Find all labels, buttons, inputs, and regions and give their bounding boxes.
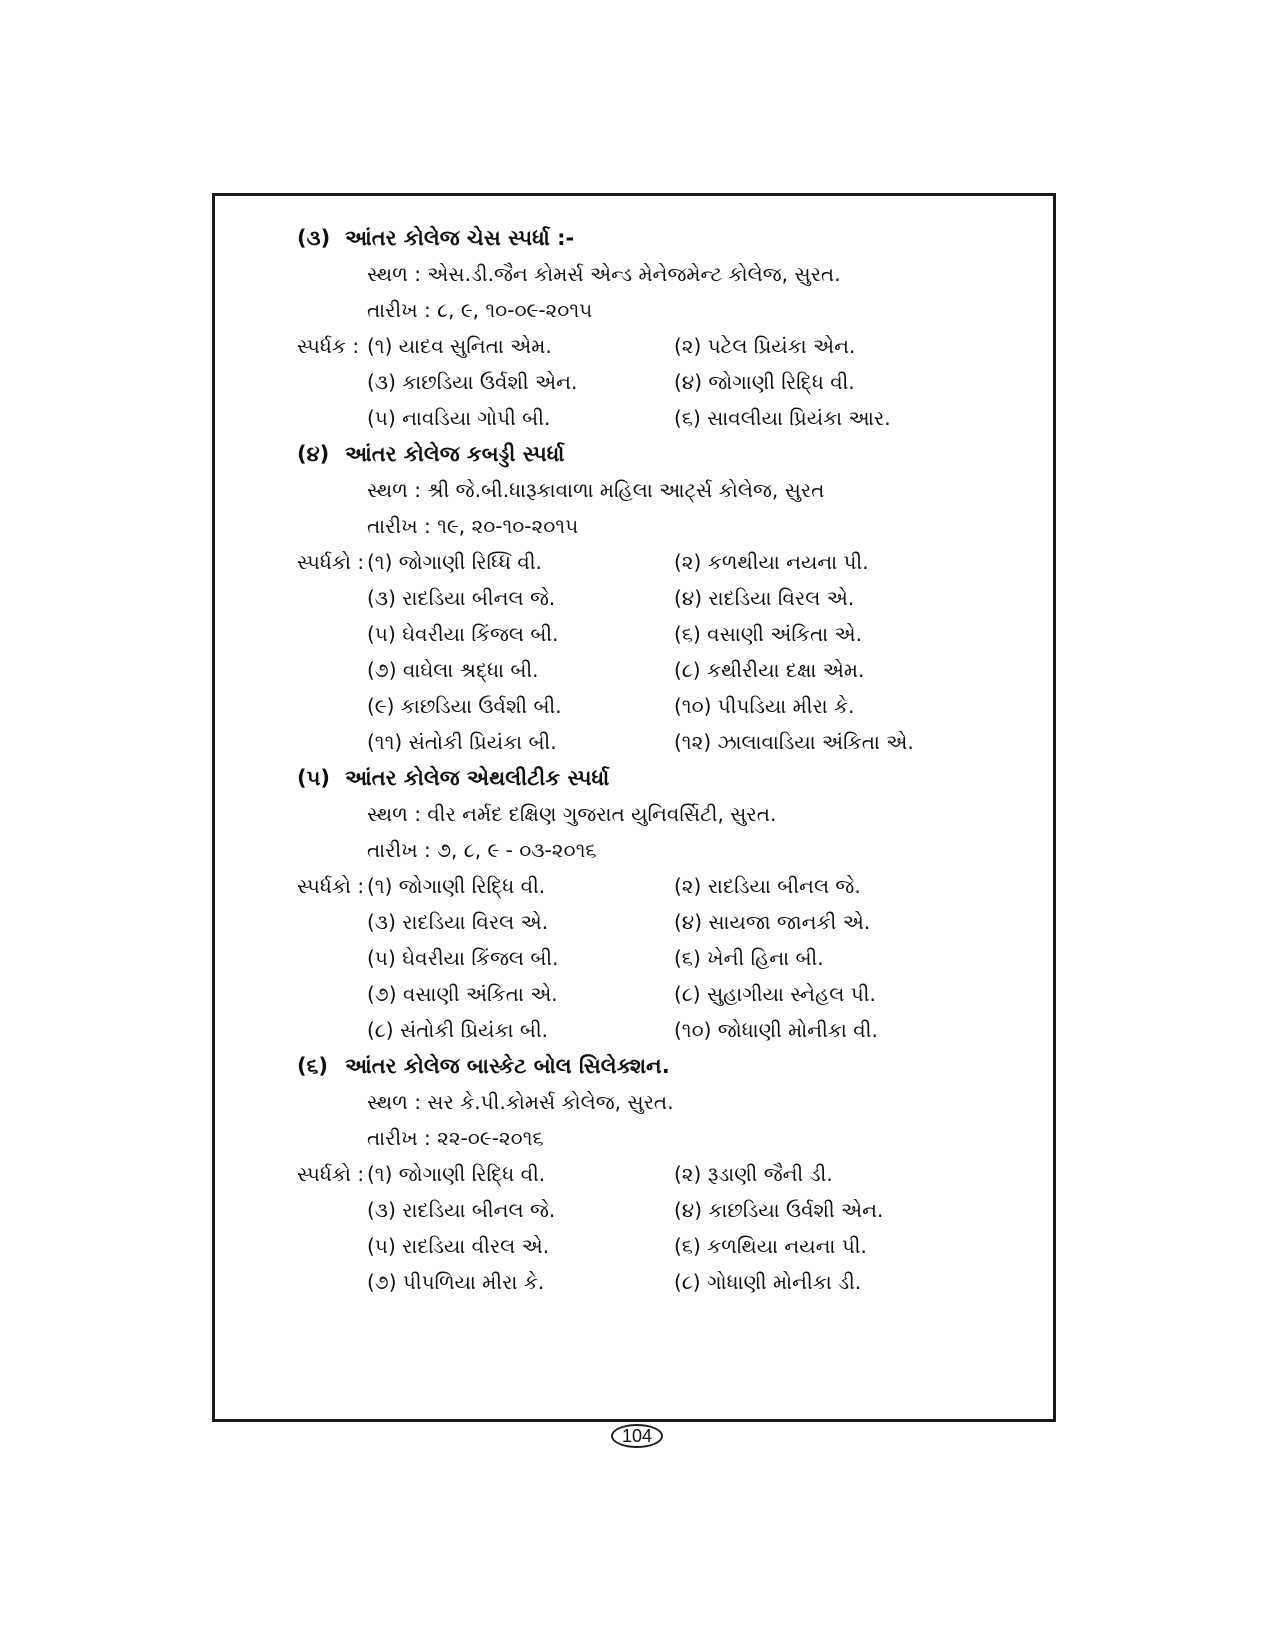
participant-entry: (૪) કાછડિયા ઉર્વશી એન. (674, 1198, 884, 1222)
participant-row (297, 364, 1017, 400)
page-number: 104 (611, 1424, 663, 1448)
participant-entry: (૭) વાઘેલા શ્રદ્ધા બી. (367, 658, 539, 682)
venue-line: સ્થળ : સર કે.પી.કોમર્સ કોલેજ, સુરત. (367, 1090, 674, 1114)
participant-entry: (૧) જોગાણી રિદ્ધિ વી. (367, 1162, 546, 1186)
section-number: (૫) (297, 766, 330, 790)
date-line: તારીખ : ૨૨-૦૯-૨૦૧૬ (367, 1126, 544, 1150)
date-line: તારીખ : ૧૯, ૨૦-૧૦-૨૦૧૫ (367, 514, 579, 538)
section-heading (297, 220, 1017, 256)
section-heading (297, 760, 1017, 796)
section-title: આંતર કોલેજ એથલીટીક સ્પર્ધા (345, 766, 610, 790)
participant-entry: (૫) ઘેવરીયા કિંજલ બી. (367, 622, 559, 646)
participant-entry: (૧૨) ઝાલાવાડિયા અંકિતા એ. (674, 730, 914, 754)
section-heading (297, 436, 1017, 472)
participant-row (297, 616, 1017, 652)
participant-entry: (૫) ઘેવરીયા કિંજલ બી. (367, 946, 559, 970)
participant-entry: (૬) વસાણી અંકિતા એ. (674, 622, 862, 646)
participant-row (297, 724, 1017, 760)
participant-row (297, 1264, 1017, 1300)
section-title: આંતર કોલેજ ચેસ સ્પર્ધા :- (345, 226, 575, 250)
participant-row (297, 1156, 1017, 1192)
participant-entry: (૭) વસાણી અંકિતા એ. (367, 982, 558, 1006)
participants-label: સ્પર્ધકો : (297, 1162, 365, 1186)
participant-entry: (૧) જોગાણી રિદ્ધિ વી. (367, 874, 546, 898)
date-line: તારીખ : ૮, ૯, ૧૦-૦૯-૨૦૧૫ (367, 298, 593, 322)
page-border (212, 193, 1056, 1422)
participant-row (297, 580, 1017, 616)
section-kabaddi (297, 436, 1017, 760)
section-title: આંતર કોલેજ બાસ્કેટ બોલ સિલેક્શન. (345, 1054, 670, 1078)
participant-row (297, 868, 1017, 904)
venue-line: સ્થળ : એસ.ડી.જૈન કોમર્સ એન્ડ મેનેજમેન્ટ કોલેજ, સુરત. (367, 262, 841, 286)
participants-label: સ્પર્ધકો : (297, 874, 365, 898)
participant-entry: (૬) કળથિયા નયના પી. (674, 1234, 867, 1258)
participant-row (297, 688, 1017, 724)
participant-entry: (૪) જોગાણી રિદ્ધિ વી. (674, 370, 855, 394)
participant-entry: (૩) કાછડિયા ઉર્વશી એન. (367, 370, 578, 394)
participant-entry: (૮) સંતોકી પ્રિયંકા બી. (367, 1018, 549, 1042)
participant-entry: (૪) રાદડિયા વિરલ એ. (674, 586, 855, 610)
participant-row (297, 652, 1017, 688)
participants-label: સ્પર્ધક : (297, 334, 360, 358)
section-athletics (297, 760, 1017, 1048)
participant-entry: (૯) કાછડિયા ઉર્વશી બી. (367, 694, 562, 718)
participant-entry: (૨) રૂડાણી જૈની ડી. (674, 1162, 833, 1186)
participants-label: સ્પર્ધકો : (297, 550, 365, 574)
section-heading (297, 1048, 1017, 1084)
page-content (297, 220, 1017, 1300)
participant-entry: (૩) રાદડિયા બીનલ જે. (367, 1198, 556, 1222)
date-line: તારીખ : ૭, ૮, ૯ - ૦૩-૨૦૧૬ (367, 838, 597, 862)
venue-line: સ્થળ : વીર નર્મદ દક્ષિણ ગુજરાત યુનિવર્સિટી, સુરત. (367, 802, 777, 826)
participant-entry: (૮) કથીરીયા દક્ષા એમ. (674, 658, 865, 682)
venue-line: સ્થળ : શ્રી જે.બી.ધારૂકાવાળા મહિલા આર્ટ્સ કોલેજ, સુરત (367, 478, 825, 502)
participant-entry: (૧) યાદવ સુનિતા એમ. (367, 334, 552, 358)
section-basketball (297, 1048, 1017, 1300)
participant-entry: (૮) સુહાગીયા સ્નેહલ પી. (674, 982, 876, 1006)
participant-row (297, 400, 1017, 436)
participant-row (297, 1192, 1017, 1228)
participant-entry: (૪) સાયજા જાનકી એ. (674, 910, 871, 934)
participant-entry: (૨) રાદડિયા બીનલ જે. (674, 874, 861, 898)
participant-row (297, 904, 1017, 940)
participant-row (297, 1228, 1017, 1264)
participant-entry: (૭) પીપળિયા મીરા કે. (367, 1270, 545, 1294)
participant-entry: (૬) સાવલીયા પ્રિયંકા આર. (674, 406, 891, 430)
section-chess (297, 220, 1017, 436)
participant-entry: (૨) કળથીયા નયના પી. (674, 550, 869, 574)
participant-entry: (૬) ખેની હિના બી. (674, 946, 824, 970)
participant-entry: (૨) પટેલ પ્રિયંકા એન. (674, 334, 856, 358)
participant-entry: (૫) રાદડિયા વીરલ એ. (367, 1234, 550, 1258)
participant-entry: (૮) ગોધાણી મોનીકા ડી. (674, 1270, 862, 1294)
section-number: (૩) (297, 226, 331, 250)
participant-row (297, 544, 1017, 580)
participant-entry: (૩) રાદડિયા બીનલ જે. (367, 586, 556, 610)
participant-entry: (૩) રાદડિયા વિરલ એ. (367, 910, 549, 934)
participant-entry: (૧૦) પીપડિયા મીરા કે. (674, 694, 855, 718)
participant-row (297, 328, 1017, 364)
participant-entry: (૧૧) સંતોકી પ્રિયંકા બી. (367, 730, 557, 754)
participant-entry: (૫) નાવડિયા ગોપી બી. (367, 406, 551, 430)
section-title: આંતર કોલેજ કબડ્ડી સ્પર્ધા (345, 442, 565, 466)
participant-row (297, 1012, 1017, 1048)
participant-entry: (૧૦) જોધાણી મોનીકા વી. (674, 1018, 878, 1042)
participant-row (297, 976, 1017, 1012)
participant-row (297, 940, 1017, 976)
participant-entry: (૧) જોગાણી રિધ્ધિ વી. (367, 550, 542, 574)
section-number: (૪) (297, 442, 330, 466)
section-number: (૬) (297, 1054, 328, 1078)
